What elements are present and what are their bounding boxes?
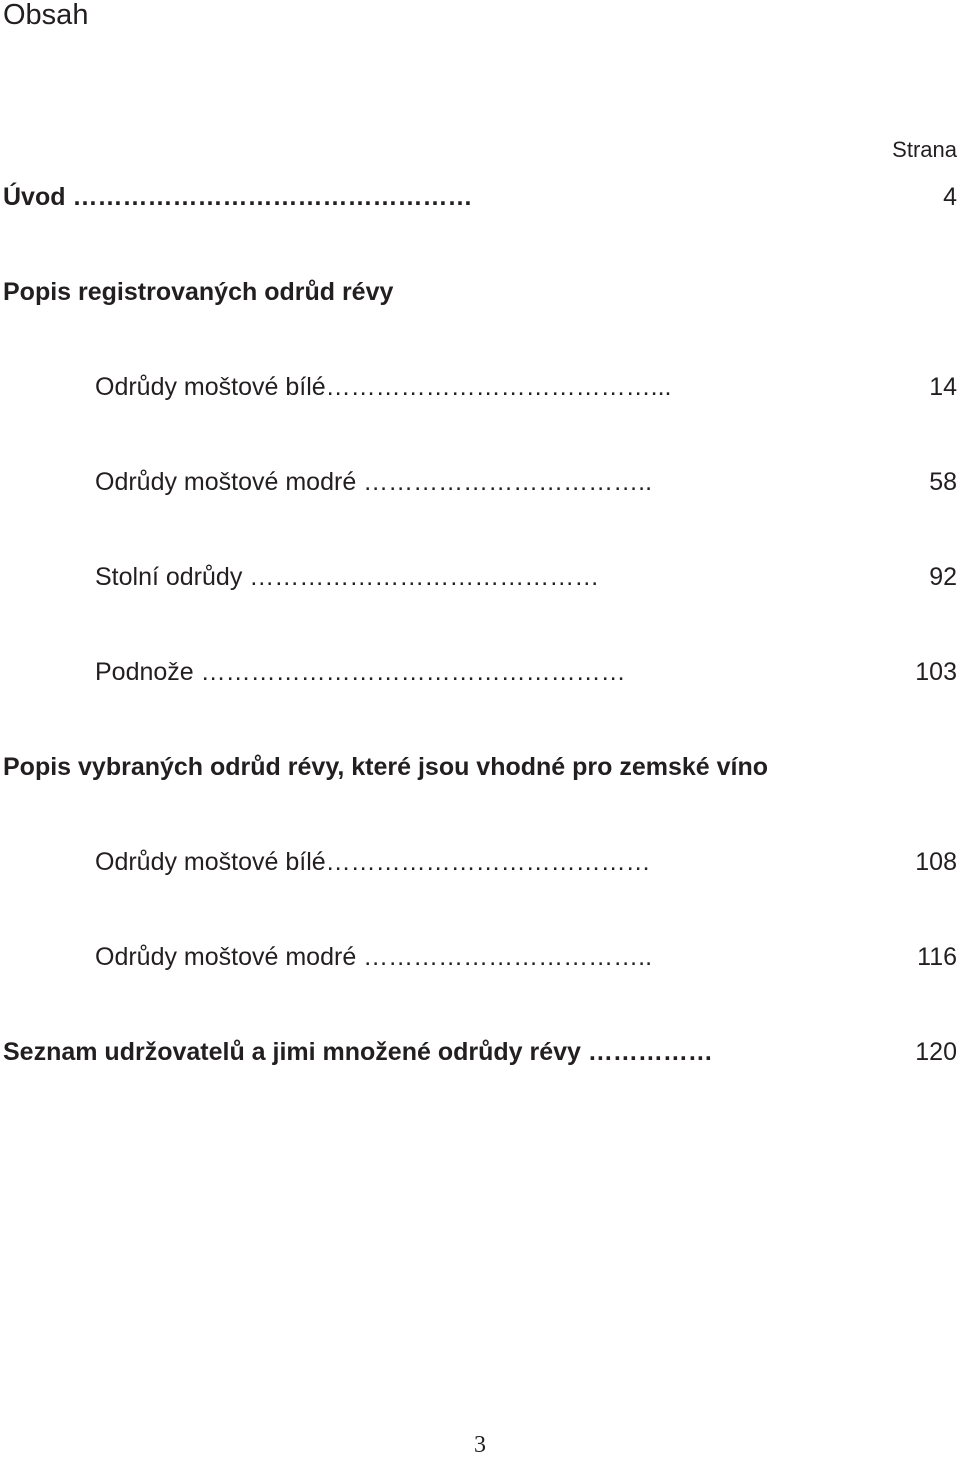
toc-entry-label: Úvod ………………………………………… — [3, 183, 473, 211]
toc-section-popis-vybranych — [0, 751, 960, 783]
toc-entry-label: Odrůdy moštové modré …………………………….. — [95, 468, 653, 496]
toc-section-popis-registrovanych — [0, 276, 960, 308]
toc-entry-uvod[interactable] — [0, 181, 960, 213]
toc-section-label: Popis registrovaných odrůd révy — [3, 278, 394, 306]
toc-entry-label: Seznam udržovatelů a jimi množené odrůdy révy …………… — [3, 1038, 713, 1066]
page-title: Obsah — [3, 0, 89, 31]
toc-section-label: Popis vybraných odrůd révy, které jsou vhodné pro zemské víno — [3, 753, 769, 781]
toc-entry-zemske-modre[interactable] — [0, 941, 960, 973]
toc-entry-label: Podnože …………………………………………… — [95, 658, 626, 686]
toc-entry-page: 58 — [929, 468, 957, 496]
toc-entry-page: 14 — [929, 373, 957, 401]
toc-entry-page: 120 — [915, 1038, 957, 1066]
page-column-header: Strana — [892, 137, 957, 162]
toc-entry-podnoze[interactable] — [0, 656, 960, 688]
toc-entry-page: 103 — [915, 658, 957, 686]
toc-entry-label: Odrůdy moštové bílé………………………………… — [95, 848, 651, 876]
toc-entry-stolni-odrudy[interactable] — [0, 561, 960, 593]
toc-entry-mostove-modre[interactable] — [0, 466, 960, 498]
toc-entry-page: 108 — [915, 848, 957, 876]
toc-entry-seznam-udrzovatelu[interactable] — [0, 1036, 960, 1068]
toc-entry-page: 92 — [929, 563, 957, 591]
toc-entry-label: Stolní odrůdy …………………………………… — [95, 563, 600, 591]
toc-entry-label: Odrůdy moštové bílé…………………………………... — [95, 373, 672, 401]
page-number: 3 — [474, 1432, 486, 1458]
toc-entry-label: Odrůdy moštové modré …………………………….. — [95, 943, 653, 971]
toc-entry-page: 4 — [943, 183, 957, 211]
toc-entry-page: 116 — [917, 943, 957, 971]
toc-entry-mostove-bile[interactable] — [0, 371, 960, 403]
toc-entry-zemske-bile[interactable] — [0, 846, 960, 878]
